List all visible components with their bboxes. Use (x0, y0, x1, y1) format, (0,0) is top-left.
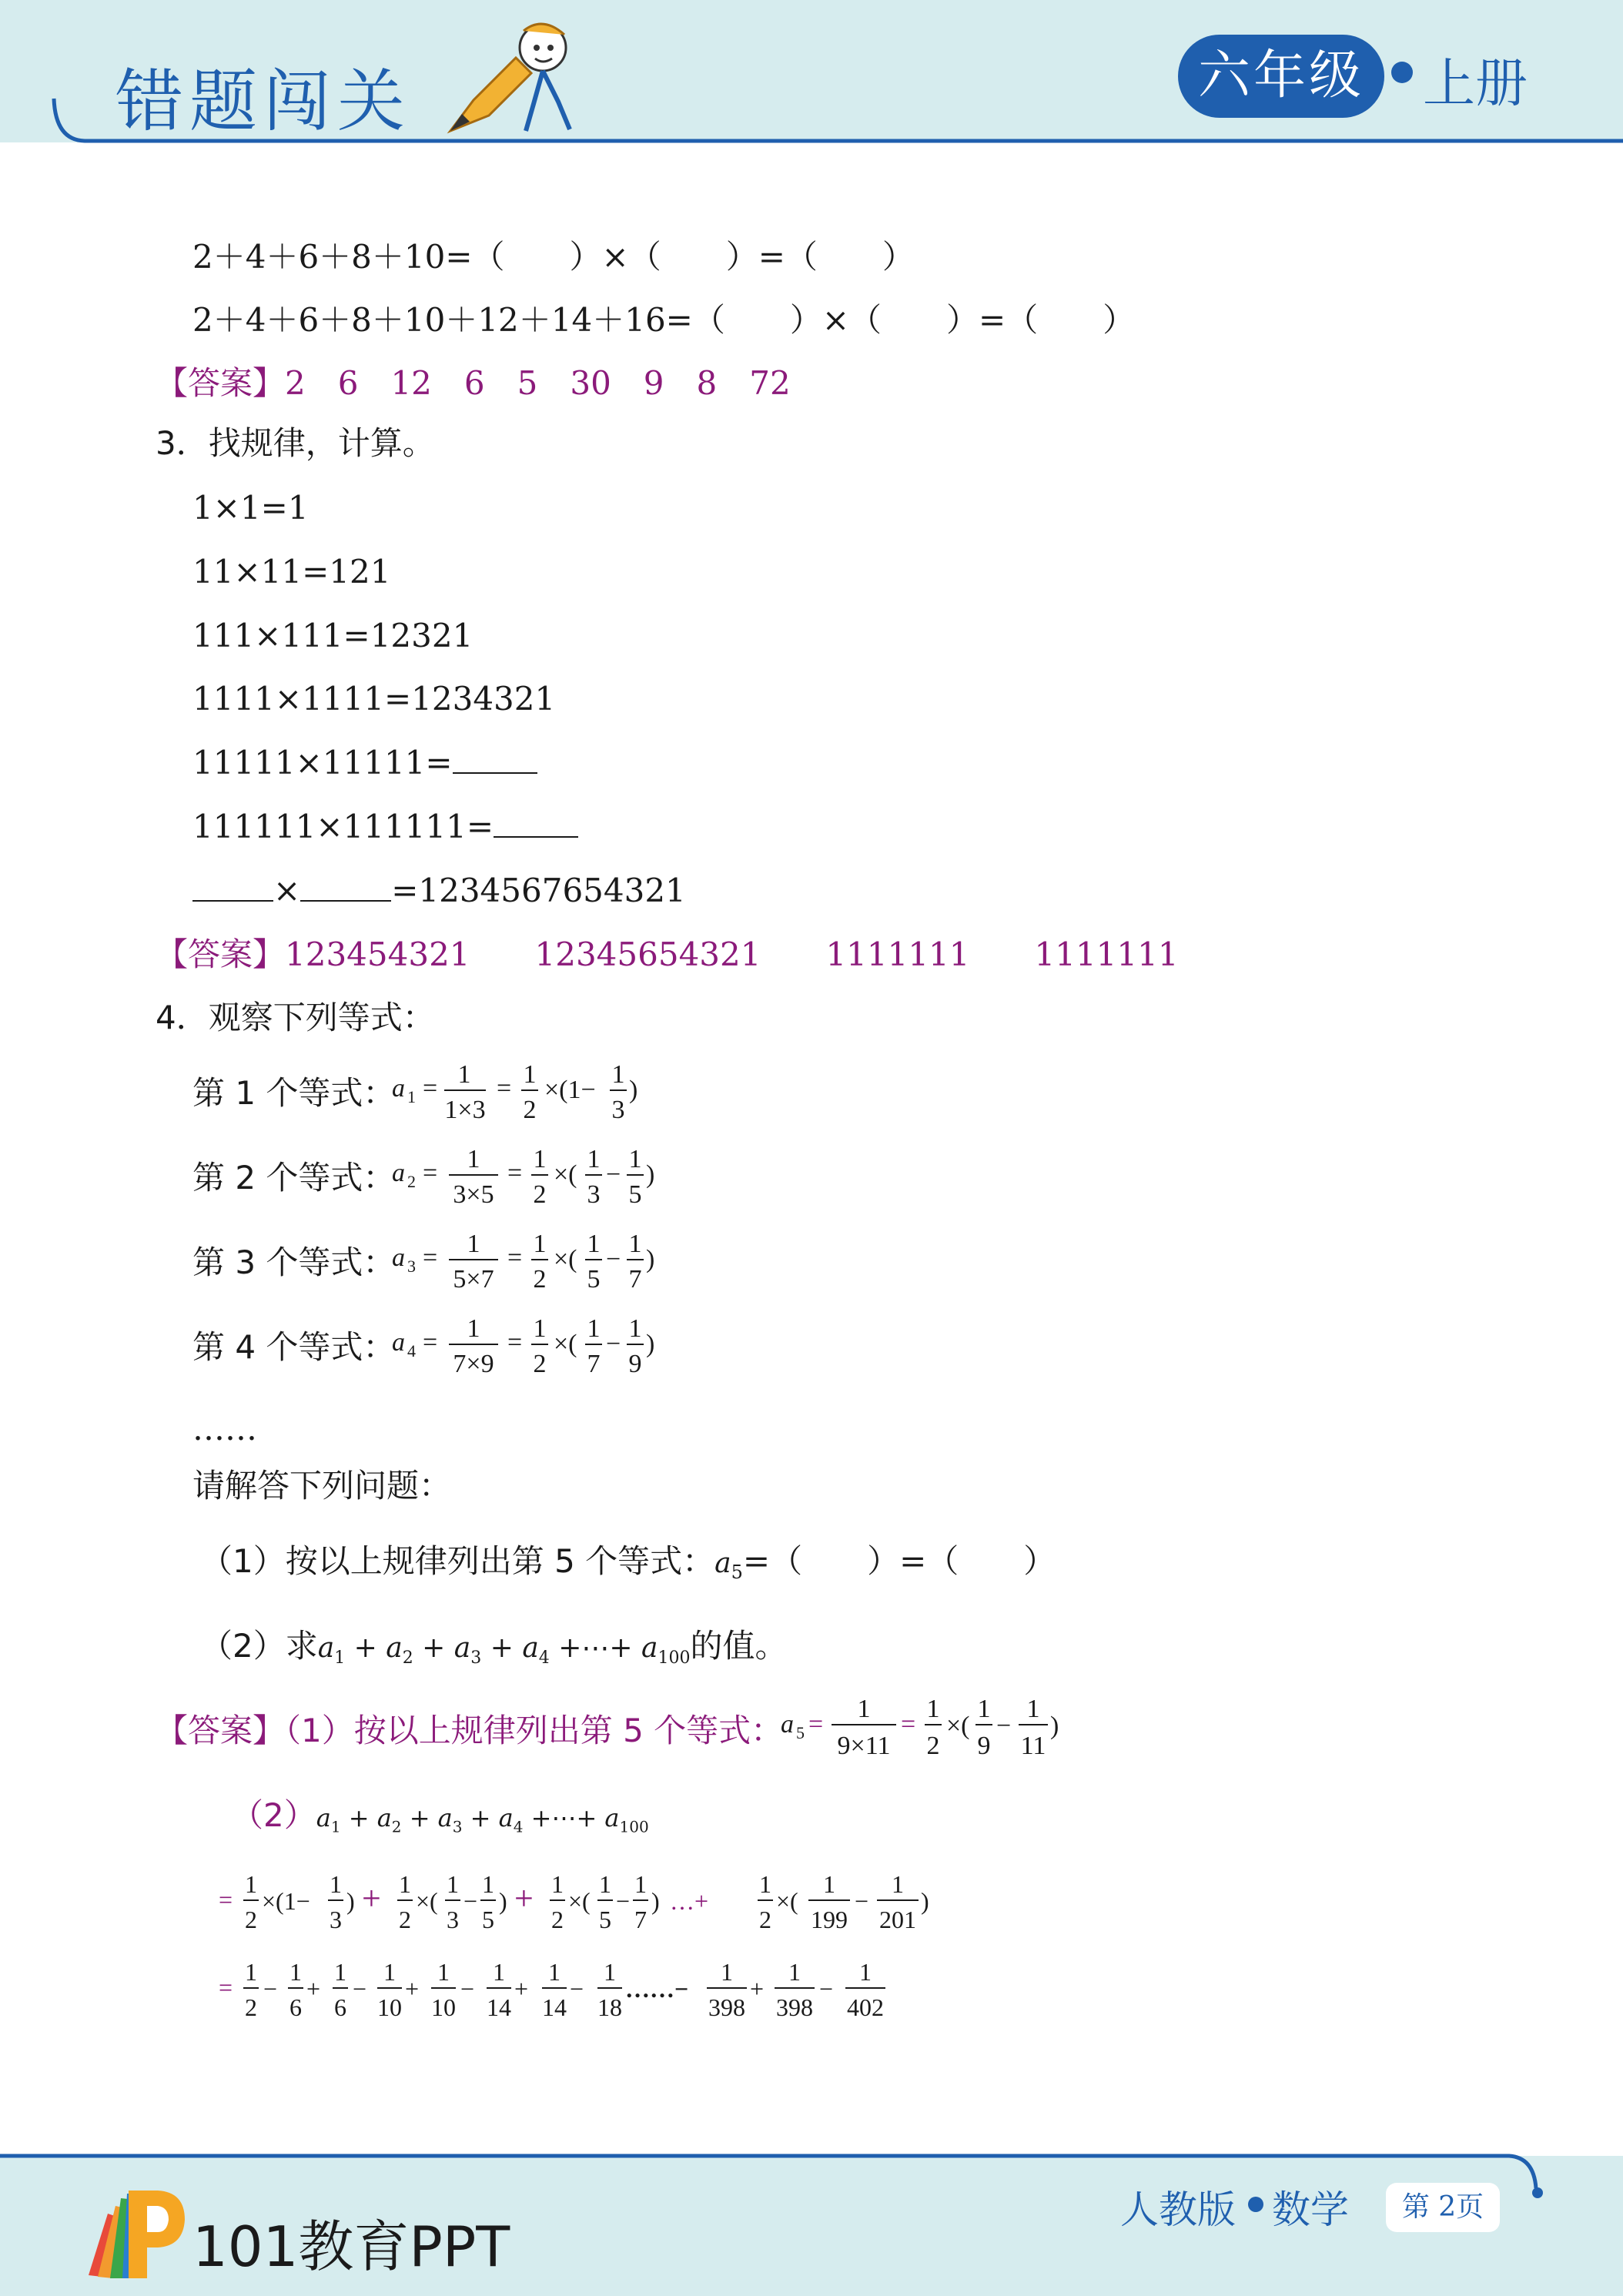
equation-label: 第 3 个等式： (192, 1243, 396, 1281)
svg-text:=: = (219, 1973, 233, 2001)
svg-text:−: − (616, 1887, 631, 1915)
svg-text:3×5: 3×5 (453, 1180, 494, 1209)
answer-text: （1）按以上规律列出第 5 个等式： (285, 1712, 784, 1749)
answer-text: （2） (231, 1796, 316, 1834)
svg-text:2: 2 (533, 1265, 547, 1294)
svg-text:9: 9 (977, 1732, 991, 1760)
edition-label: 人教版 (1120, 2187, 1236, 2232)
answer-text: 2 6 12 6 5 30 9 8 72 (285, 364, 791, 402)
sub-question-text: 的值。 (690, 1627, 788, 1665)
logo-text: 101教育PPT (192, 2214, 510, 2279)
svg-text:2: 2 (523, 1096, 537, 1124)
answer-blank (192, 869, 273, 902)
svg-text:5: 5 (796, 1723, 805, 1742)
pattern-text: =1234567654321 (391, 872, 686, 909)
svg-text:+: + (362, 1879, 381, 1917)
svg-text:1: 1 (628, 1230, 642, 1258)
answer-blank (494, 805, 578, 838)
svg-text:5: 5 (587, 1265, 601, 1294)
answer-blank (453, 741, 537, 774)
svg-text:a: a (392, 1159, 405, 1187)
svg-text:): ) (646, 1160, 655, 1189)
svg-text:−: − (353, 1975, 367, 2003)
svg-text:199: 199 (811, 1906, 848, 1933)
svg-text:5: 5 (482, 1906, 494, 1933)
svg-text:…+: …+ (670, 1887, 709, 1915)
question-title: 3．找规律，计算。 (156, 424, 435, 462)
svg-text:): ) (499, 1887, 507, 1915)
svg-text:): ) (629, 1076, 638, 1104)
formula-2 (389, 1140, 743, 1209)
svg-text:a: a (392, 1328, 405, 1357)
svg-text:×(: ×( (554, 1245, 577, 1274)
svg-text:1: 1 (599, 1870, 611, 1898)
svg-text:): ) (646, 1330, 655, 1358)
svg-text:1: 1 (551, 1870, 564, 1898)
svg-text:1: 1 (823, 1870, 835, 1898)
pattern-text: 111111×111111= (192, 808, 494, 845)
answer-expansion-1 (216, 1863, 955, 1940)
svg-text:1: 1 (493, 1958, 505, 1986)
svg-text:1: 1 (245, 1870, 257, 1898)
svg-text:1: 1 (289, 1958, 302, 1986)
svg-text:402: 402 (847, 1993, 884, 2021)
svg-text:=: = (423, 1243, 438, 1272)
svg-text:1: 1 (857, 1695, 871, 1723)
svg-text:−: − (606, 1160, 621, 1189)
svg-text:1: 1 (533, 1314, 547, 1343)
svg-text:1: 1 (628, 1145, 642, 1173)
svg-text:1: 1 (604, 1958, 616, 1986)
svg-text:1: 1 (457, 1060, 471, 1089)
svg-text:2: 2 (926, 1732, 940, 1760)
pattern-line (192, 741, 537, 785)
svg-text:1: 1 (548, 1958, 561, 1986)
svg-text:=: = (507, 1243, 523, 1272)
sub-question-blanks: =（ ）=（ ） (742, 1542, 1056, 1580)
svg-text:1: 1 (447, 1870, 459, 1898)
pattern-line (192, 805, 578, 848)
svg-text:4: 4 (407, 1341, 416, 1361)
svg-text:3: 3 (330, 1906, 342, 1933)
svg-text:9×11: 9×11 (837, 1732, 891, 1760)
svg-text:1: 1 (407, 1087, 416, 1106)
answer-blank (300, 869, 391, 902)
svg-text:1: 1 (587, 1314, 601, 1343)
svg-text:+: + (514, 1879, 534, 1917)
answer-expansion-2 (216, 1951, 909, 2028)
svg-text:2: 2 (407, 1172, 416, 1191)
svg-text:1: 1 (467, 1230, 480, 1258)
svg-text:1: 1 (587, 1230, 601, 1258)
sub-question-text: （2）求 (200, 1627, 318, 1665)
svg-text:1: 1 (334, 1958, 346, 1986)
svg-text:−: − (606, 1330, 621, 1358)
svg-text:=: = (808, 1710, 824, 1739)
pattern-line: 111×111=12321 (192, 617, 474, 654)
svg-text:2: 2 (399, 1906, 411, 1933)
svg-text:3: 3 (407, 1257, 416, 1276)
svg-text:1: 1 (634, 1870, 647, 1898)
svg-text:1: 1 (587, 1145, 601, 1173)
svg-text:=: = (219, 1886, 233, 1913)
svg-text:7: 7 (634, 1906, 647, 1933)
svg-text:): ) (651, 1887, 660, 1915)
subject-label: 数学 (1272, 2187, 1349, 2232)
svg-text:1: 1 (330, 1870, 342, 1898)
svg-text:−: − (463, 1887, 478, 1915)
svg-text:−: − (606, 1245, 621, 1274)
svg-text:1×3: 1×3 (444, 1096, 486, 1124)
pattern-text: 11111×11111= (192, 744, 453, 782)
equation-label: 第 2 个等式： (192, 1159, 396, 1197)
equation-label: 第 4 个等式： (192, 1328, 396, 1366)
pattern-line: 1×1=1 (192, 489, 309, 527)
svg-text:−: − (819, 1975, 834, 2003)
pattern-line: 11×11=121 (192, 553, 391, 591)
svg-text:11: 11 (1020, 1732, 1046, 1760)
svg-text:1: 1 (926, 1695, 940, 1723)
svg-text:−: − (460, 1975, 475, 2003)
svg-text:398: 398 (776, 1993, 813, 2021)
svg-text:a: a (392, 1074, 405, 1103)
svg-text:=: = (423, 1159, 438, 1187)
svg-text:): ) (646, 1245, 655, 1274)
svg-text:−: − (996, 1712, 1012, 1740)
pattern-line (192, 869, 686, 912)
svg-text:1: 1 (977, 1695, 991, 1723)
svg-text:10: 10 (377, 1993, 402, 2021)
svg-text:9: 9 (628, 1350, 642, 1378)
svg-text:1: 1 (437, 1958, 450, 1986)
svg-text:3: 3 (587, 1180, 601, 1209)
svg-text:1: 1 (788, 1958, 801, 1986)
equation-line: 2＋4＋6＋8＋10=（ ）×（ ）=（ ） (192, 238, 915, 276)
answer-line (156, 1709, 783, 1752)
svg-text:×(: ×( (568, 1887, 591, 1915)
svg-text:3: 3 (611, 1096, 625, 1124)
svg-text:1: 1 (399, 1870, 411, 1898)
svg-text:1: 1 (759, 1870, 771, 1898)
svg-text:1: 1 (482, 1870, 494, 1898)
svg-text:−: − (570, 1975, 584, 2003)
svg-text:201: 201 (879, 1906, 916, 1933)
pattern-text: × (273, 872, 301, 909)
prompt-text: 请解答下列问题： (192, 1467, 452, 1504)
svg-text:5: 5 (599, 1906, 611, 1933)
svg-text:2: 2 (533, 1350, 547, 1378)
svg-text:=: = (507, 1159, 523, 1187)
svg-text:1: 1 (721, 1958, 733, 1986)
svg-text:): ) (1050, 1712, 1059, 1740)
formula-1 (389, 1055, 743, 1124)
equation-label: 第 1 个等式： (192, 1074, 396, 1112)
svg-text:7: 7 (628, 1265, 642, 1294)
answer-formula-5 (778, 1688, 1101, 1762)
svg-text:1: 1 (383, 1958, 396, 1986)
svg-text:−: − (855, 1887, 869, 1915)
brand-title: 错题闯关 (115, 62, 412, 141)
svg-text:7×9: 7×9 (453, 1350, 494, 1378)
svg-text:1: 1 (467, 1145, 480, 1173)
svg-text:……−: ……− (625, 1975, 689, 2003)
svg-text:14: 14 (542, 1993, 567, 2021)
separator-dot (1248, 2197, 1263, 2212)
svg-text:2: 2 (245, 1906, 257, 1933)
logo-icon (73, 2183, 189, 2283)
svg-text:1: 1 (533, 1230, 547, 1258)
svg-text:×(: ×( (946, 1712, 970, 1740)
separator-dot (1391, 62, 1413, 83)
answer-text: 123454321 12345654321 1111111 1111111 (285, 935, 1179, 973)
sub-question-1: （1）按以上规律列出第 5 个等式：a5=（ ）=（ ） (200, 1542, 1056, 1583)
svg-text:1: 1 (523, 1060, 537, 1089)
svg-text:×(: ×( (554, 1330, 577, 1358)
answer-label: 【答案】 (156, 364, 286, 402)
svg-text:+: + (750, 1975, 765, 2003)
svg-text:×(1−: ×(1− (544, 1076, 596, 1104)
svg-text:398: 398 (708, 1993, 745, 2021)
grade-badge: 六年级 (1178, 35, 1384, 118)
svg-text:=: = (423, 1328, 438, 1357)
svg-text:+: + (514, 1975, 529, 2003)
svg-text:1: 1 (245, 1958, 257, 1986)
svg-text:=: = (901, 1710, 916, 1739)
svg-text:×(: ×( (416, 1887, 438, 1915)
svg-text:1: 1 (611, 1060, 625, 1089)
page-number: 第 2页 (1386, 2183, 1500, 2232)
pencil-mascot-icon (443, 15, 597, 139)
answer-line (156, 933, 1179, 976)
svg-text:a: a (781, 1710, 794, 1739)
svg-text:): ) (921, 1887, 929, 1915)
svg-text:+: + (306, 1975, 321, 2003)
svg-text:1: 1 (467, 1314, 480, 1343)
svg-text:1: 1 (892, 1870, 904, 1898)
question-title: 4．观察下列等式： (156, 999, 435, 1036)
svg-text:1: 1 (628, 1314, 642, 1343)
svg-text:5×7: 5×7 (453, 1265, 494, 1294)
svg-text:=: = (507, 1328, 523, 1357)
formula-3 (389, 1224, 743, 1294)
volume-label: 上册 (1423, 54, 1528, 115)
svg-text:=: = (497, 1074, 512, 1103)
svg-text:a: a (392, 1243, 405, 1272)
svg-text:+: + (405, 1975, 420, 2003)
svg-text:×(: ×( (776, 1887, 798, 1915)
equation-line: 2＋4＋6＋8＋10＋12＋14＋16=（ ）×（ ）=（ ） (192, 301, 1136, 339)
sub-question-2: （2）求$a_1 + a_2 + a_3 + a_4$ +⋯+ $a_{100}$的值。 (200, 1627, 788, 1668)
svg-text:1: 1 (859, 1958, 872, 1986)
ellipsis: …… (192, 1410, 257, 1448)
sub-question-text: （1）按以上规律列出第 5 个等式： (200, 1542, 715, 1580)
svg-text:2: 2 (551, 1906, 564, 1933)
svg-text:=: = (423, 1074, 438, 1103)
answer-label: 【答案】 (156, 1712, 286, 1749)
svg-text:2: 2 (759, 1906, 771, 1933)
svg-text:): ) (346, 1887, 355, 1915)
svg-text:1: 1 (1026, 1695, 1040, 1723)
svg-text:7: 7 (587, 1350, 601, 1378)
formula-4 (389, 1309, 743, 1378)
svg-text:5: 5 (628, 1180, 642, 1209)
svg-text:18: 18 (597, 1993, 622, 2021)
svg-text:6: 6 (334, 1993, 346, 2021)
svg-text:14: 14 (487, 1993, 511, 2021)
svg-text:6: 6 (289, 1993, 302, 2021)
svg-text:1: 1 (533, 1145, 547, 1173)
answer-label: 【答案】 (156, 935, 286, 973)
answer-part-2: $(2)a_1 + a_2 + a_3 + a_4$ +⋯+ $a_{100}$ (231, 1796, 649, 1836)
svg-text:×(1−: ×(1− (262, 1887, 310, 1915)
svg-text:×(: ×( (554, 1160, 577, 1189)
svg-text:2: 2 (533, 1180, 547, 1209)
svg-text:3: 3 (447, 1906, 459, 1933)
svg-text:−: − (263, 1975, 278, 2003)
svg-text:10: 10 (431, 1993, 456, 2021)
svg-text:2: 2 (245, 1993, 257, 2021)
pattern-line: 1111×1111=1234321 (192, 680, 556, 718)
answer-line (156, 362, 791, 405)
